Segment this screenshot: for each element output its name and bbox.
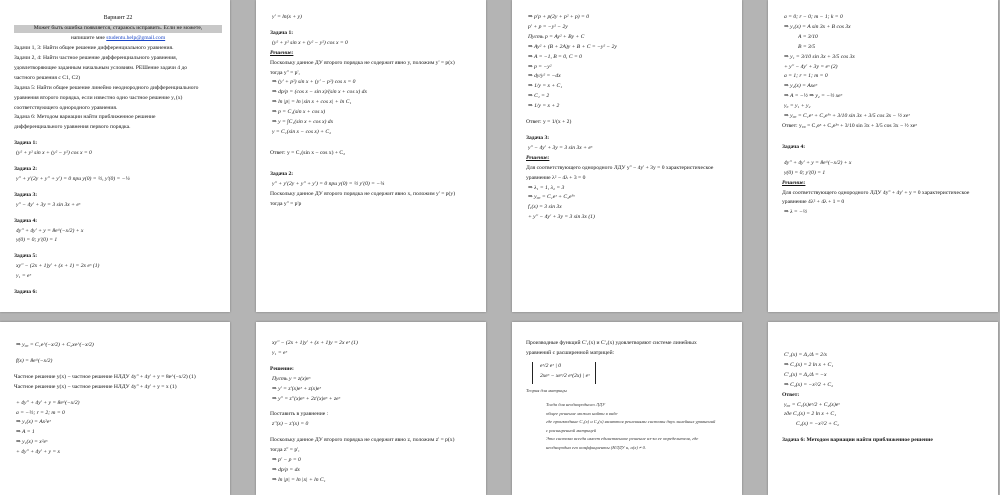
equation: ⇒ 1/y = x + C₁ <box>528 83 563 90</box>
solution-heading: Решение: <box>270 49 294 56</box>
text-line: Для соответствующего однородного ЛДУ y'' − 4y' + 3y = 0 характеристическое <box>526 164 714 171</box>
text-line: Поскольку данное ДУ второго порядка не содержит явно x, положим y' = p(y) <box>270 190 456 197</box>
text-line: уравнений с расширенной матрицей: <box>526 349 615 356</box>
document-page-7 <box>512 322 742 495</box>
email-link[interactable]: studentu.help@gmail.com <box>106 35 166 42</box>
equation: C₂(x) = −x²/2 + C₂ <box>796 421 839 428</box>
document-page-5 <box>0 322 230 495</box>
equation: C'₂(x) = Δ₂/Δ = −x <box>784 371 827 378</box>
equation: y₀₀ = C₁(x)eˣ/2 + C₂(x)eˣ <box>784 401 840 408</box>
solution-heading: Решение: <box>526 154 550 161</box>
equation: f₁(x) = 3 sin 3x <box>528 204 562 211</box>
equation: ⇒ y₂(x) = Axeˣ <box>784 83 818 90</box>
task-label: Задача 3: <box>14 191 38 198</box>
equation: a = 0; r − 0; m − 1; k = 0 <box>784 14 843 20</box>
equation: ⇒ y₀₀ = C₁eˣ + C₂e³ˣ + 3/10 sin 3x + 3/5 cos 3x − ½ xeˣ <box>784 113 910 120</box>
text-line: Задача 6: Методом вариации найти приближенное решение <box>14 114 156 121</box>
text-line: уравнение λ² − 4λ + 3 = 0 <box>526 174 586 181</box>
equation: ⇒ dp/p = (cos x − sin x)/(sin x + cos x) dx <box>272 89 367 96</box>
text-line: удовлетворяющее заданным начальным условиям. РЕШение задачи 4 до <box>14 64 188 71</box>
equation: A = 3/10 <box>798 33 818 40</box>
text-line: уравнения второго порядка, если известно одно частное решение y₁(x) <box>14 94 183 101</box>
text-line: Поставить в уравнение : <box>270 411 329 418</box>
equation: y₁ = eˣ <box>272 349 288 356</box>
equation: ⇒ y₁ = 3/10 sin 3x + 3/5 cos 3x <box>784 53 855 60</box>
task-label: Задача 1: <box>14 140 38 147</box>
matrix-row: 2xeˣ − xeˣ/2 eˣ(2x) | eˣ <box>540 372 590 379</box>
equation: ⇒ C₁(x) = 2 ln x + C₁ <box>784 361 834 368</box>
equation: (y² + y² sin x + (y² − y²) cos x = 0 <box>16 150 92 157</box>
equation: где C₁(x) = 2 ln x + C₁ <box>784 411 837 418</box>
text-line: уравнение 4λ² + 4λ + 1 = 0 <box>782 199 845 206</box>
equation: y(0) = 0; y'(0) = 1 <box>784 169 826 176</box>
document-page-3 <box>512 0 742 312</box>
equation: ⇒ ln |p| = ln |sin x + cos x| + ln C₁ <box>272 99 352 106</box>
contact-line <box>14 35 222 43</box>
matrix-row: eˣ/2 eˣ | 0 <box>540 362 562 369</box>
equation: ⇒ (y' + p²) sin x + (y' − p²) cos x = 0 <box>272 79 356 86</box>
equation: y'' − 4y' + 3y = 3 sin 3x + eˣ <box>528 144 593 151</box>
text-line: Производные функций C'₁(x) и C'₂(x) удовлетворяют системе линейных <box>526 340 697 346</box>
equation: y₀ = y₁ + y₂ <box>784 103 811 110</box>
equation: y' = ln(x + y) <box>272 14 302 20</box>
equation: ⇒ C₁ = 2 <box>528 93 550 100</box>
augmented-matrix <box>532 362 596 384</box>
equation: + y'' − 4y' + 3y = eˣ (2) <box>784 63 838 70</box>
task-label: Задача 6: Методом вариации найти приближенное решение <box>782 437 933 444</box>
document-page-8 <box>768 322 998 495</box>
text-line: тогда y'' = p'p <box>270 200 302 207</box>
answer-label: Ответ: <box>782 391 800 398</box>
equation: ⇒ ln |p| = ln |x| + ln C₁ <box>272 476 326 483</box>
equation: C'₁(x) = Δ₁/Δ = 2/x <box>784 352 828 358</box>
equation: + 4y'' + 4y' + y = 8e^(−x/2) <box>16 399 80 406</box>
equation: + 4y'' + 4y' + y = x <box>16 449 61 456</box>
text-line: Частное решение y(x) − частное решение НЛДУ 4y'' + 4y' + y = 8e^(−x/2) (1) <box>14 373 196 380</box>
text-line: частного решения с С1, С2) <box>14 74 80 81</box>
equation: Пусть y = z(x)eˣ <box>272 375 311 382</box>
equation: xy'' − (2x + 1)y' + (x + 1) = 2x eˣ (1) <box>16 263 100 270</box>
document-page-2 <box>256 0 486 312</box>
equation: y'' − 4y' + 3y = 3 sin 3x + eˣ <box>16 201 81 208</box>
equation: Пусть p = Ay² + By + C <box>528 33 585 40</box>
document-page-6 <box>256 322 486 495</box>
equation: ⇒ dy/y² = −dx <box>528 73 561 80</box>
notice-text <box>14 25 222 33</box>
task-label: Задача 6: <box>14 289 38 296</box>
equation: ⇒ C₂(x) = −x²/2 + C₂ <box>784 381 834 388</box>
equation: f(x) = 8e^(−x/2) <box>16 357 53 364</box>
document-page-1 <box>0 0 230 312</box>
equation: y = C₁(sin x − cos x) + C₂ <box>272 128 332 135</box>
equation: ⇒ p = C₁(sin x + cos x) <box>272 109 326 116</box>
equation: ⇒ p = −y² <box>528 63 552 70</box>
equation: a = −½; r = 2; m = 0 <box>16 409 65 416</box>
text-line: Поскольку данное ДУ второго порядка не содержит явно z, положим z' = p(x) <box>270 437 455 444</box>
equation: (y² + y² sin x + (y² − y²) cos x = 0 <box>272 39 348 46</box>
theory-line: общее решение можно найти в виде <box>546 410 618 416</box>
theory-line: где производные C₁(x) и C₂(x) являются решениями системы двух линейных уравнений <box>546 419 716 425</box>
theory-line: Эта система всегда имеет единственное решение из-за ее определителя, где <box>546 436 699 442</box>
equation: ⇒ Ay² + (B + 2A)y + B + C = −y² − 2y <box>528 43 617 50</box>
equation: z''(x) − z'(x) = 0 <box>272 421 309 428</box>
text-line: Поскольку данное ДУ второго порядка не содержит явно y, положим y' = p(x) <box>270 59 455 66</box>
answer-line: Ответ: y = C₁(sin x − cos x) + C₂ <box>270 149 346 156</box>
equation: 4y'' + 4y' + y = 8e^(−x/2) + x <box>784 159 852 166</box>
task-label: Задача 1: <box>270 29 294 36</box>
equation: ⇒ A = 1 <box>16 429 35 436</box>
document-page-4 <box>768 0 998 312</box>
equation: 4y'' + 4y' + y = 8e^(−x/2) + x <box>16 227 84 234</box>
answer-line: Ответ: y₀₀ = C₁eˣ + C₂e³ˣ + 3/10 sin 3x + 3/5 cos 3x − ½ xeˣ <box>782 122 918 129</box>
answer-line: Ответ: y = 1/(x + 2) <box>526 119 572 126</box>
variant-title: Вариант 22 <box>103 15 133 21</box>
equation: p' + p = −y² − 2y <box>528 23 568 30</box>
equation: y₁ = eˣ <box>16 273 32 280</box>
equation: y(0) = 0; y'(0) = 1 <box>16 237 58 244</box>
equation: ⇒ y₀₀ = C₁e^(−x/2) + C₂xe^(−x/2) <box>16 342 94 348</box>
equation: ⇒ y' = z'(x)eˣ + z(x)eˣ <box>272 385 321 392</box>
text-line: соответствующего однородного уравнения. <box>14 104 118 111</box>
equation: y'' + y'(2y + y'' + y') = 0 при y(0) = ½ y'(0) = −¼ <box>272 180 385 187</box>
equation: ⇒ y₁(x) = x²eˣ <box>16 439 48 446</box>
text-line: Для соответствующего однородного ЛДУ 4y'' + 4y' + y = 0 характеристическое <box>782 189 970 196</box>
equation: ⇒ y = ∫C₁(sin x + cos x) dx <box>272 119 334 126</box>
text-line: Задача 5: Найти общее решение линейно неоднородного дифференциального <box>14 84 199 91</box>
equation: B = 3/5 <box>798 43 816 50</box>
equation: ⇒ y₀₀ = C₁eˣ + C₂e³ˣ <box>528 194 575 201</box>
equation: ⇒ λ₁ = 1, λ₂ = 3 <box>528 184 565 191</box>
text-line: тогда y'' = p', <box>270 69 300 76</box>
text-line: Задачи 1, 3: Найти общее решение дифференциального уравнения. <box>14 45 174 52</box>
equation: ⇒ y₁(x) = A sin 3x + B cos 3x <box>784 23 851 30</box>
solution-label: Решение: <box>270 365 294 372</box>
solution-heading: Решение: <box>782 179 806 186</box>
contact-prefix: напишите мне <box>70 35 107 42</box>
equation: ⇒ y'' = z''(x)eˣ + 2z'(x)eˣ + zeˣ <box>272 395 341 402</box>
text-line: дифференциального уравнения первого порядка. <box>14 124 131 131</box>
equation: ⇒ 1/y = x + 2 <box>528 103 560 110</box>
equation: + y'' − 4y' + 3y = 3 sin 3x (1) <box>528 214 595 221</box>
task-label: Задача 4: <box>782 143 806 150</box>
note-heading: Теория для матрицы <box>526 387 567 393</box>
theory-line: с расширенной матрицей <box>546 427 597 433</box>
text-line: тогда z'' = p', <box>270 447 300 454</box>
equation: ⇒ λ = −½ <box>784 209 808 216</box>
theory-line: неоднородна его коэффициенты (НЛДУ и, а(x) ≠ 0. <box>546 444 647 450</box>
equation: ⇒ A = −½ ⇒ y₂ = −½ xeˣ <box>784 93 843 100</box>
equation: ⇒ p' − p = 0 <box>272 457 301 464</box>
text-line: Частное решение y(x) − частное решение НЛДУ 4y'' + 4y' + y = x (1) <box>14 383 177 390</box>
equation: a = 1; r = 1; m = 0 <box>784 73 828 80</box>
task-label: Задача 5: <box>14 253 38 260</box>
notice-highlight: Может быть ошибка появляется, стараюсь исправить. Если не можете, <box>14 25 222 33</box>
task-label: Задача 3: <box>526 134 550 141</box>
equation: y'' + y'(2y + y'' + y') = 0 при y(0) = ½, y'(0) = −¼ <box>16 175 130 182</box>
equation: ⇒ p'p + p(2y + p² + p) = 0 <box>528 14 590 20</box>
task-label: Задача 2: <box>14 166 38 173</box>
equation: xy'' − (2x + 1)y' + (x + 1)y = 2x eˣ (1) <box>272 340 358 346</box>
equation: ⇒ A = −1, B = 0, C = 0 <box>528 53 582 60</box>
equation: ⇒ y₁(x) = Ax²eˣ <box>16 419 51 426</box>
task-label: Задача 4: <box>14 217 38 224</box>
theory-line: Тогда для неоднородного ЛДУ <box>546 402 606 408</box>
task-label: Задача 2: <box>270 170 294 177</box>
text-line: Задачи 2, 4: Найти частное решение дифференциального уравнения, <box>14 54 178 61</box>
equation: ⇒ dp/p = dx <box>272 466 300 473</box>
